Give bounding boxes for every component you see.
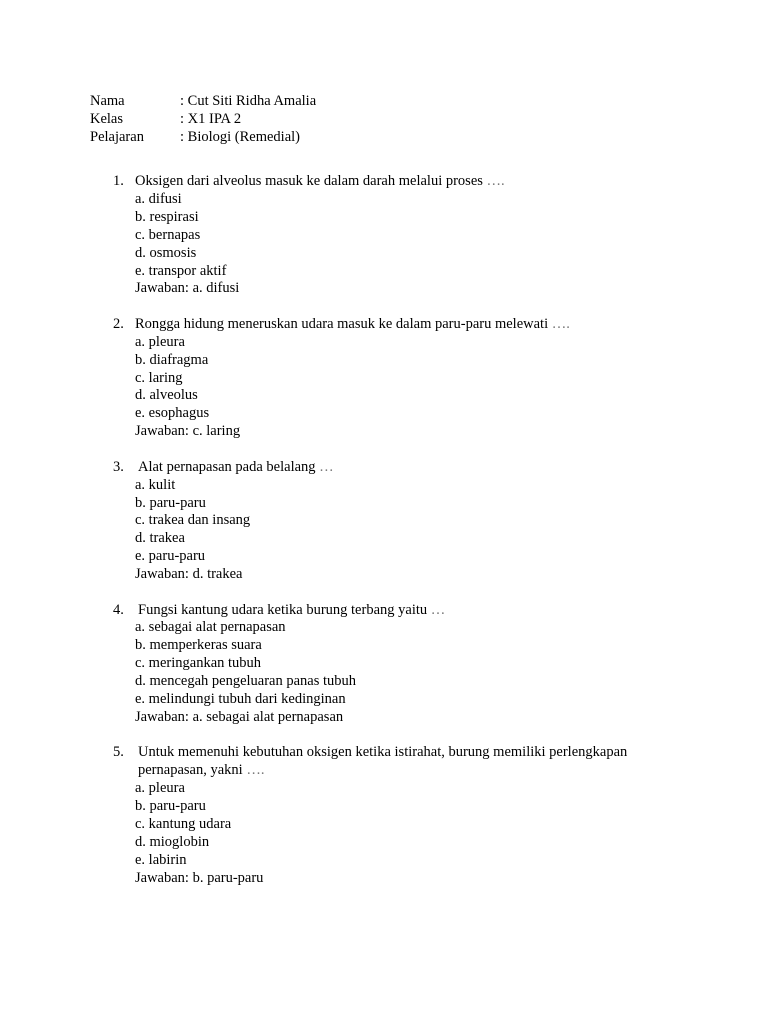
answer-key: Jawaban: b. paru-paru (135, 869, 264, 886)
info-label: Kelas (90, 111, 124, 127)
option-list (113, 334, 673, 441)
question-header (113, 316, 673, 334)
question-item (113, 459, 673, 584)
answer-option: a. sebagai alat pernapasan (135, 619, 286, 636)
question-text-wrap (135, 602, 673, 620)
answer-option: a. pleura (135, 333, 185, 350)
answer-option: d. trakea (135, 530, 185, 547)
question-number: 1. (113, 173, 124, 189)
question-text: Untuk memenuhi kebutuhan oksigen ketika istirahat, burung memiliki perlengkapan pernapasan, yakni (138, 744, 628, 779)
answer-option: c. laring (135, 369, 183, 386)
answer-option: c. trakea dan insang (135, 512, 251, 529)
question-text-wrap (135, 316, 673, 334)
answer-option: b. respirasi (135, 208, 199, 225)
answer-key: Jawaban: a. sebagai alat pernapasan (135, 708, 344, 725)
option-list (113, 780, 673, 887)
question-header (113, 602, 673, 620)
question-item (113, 744, 673, 887)
answer-key: Jawaban: c. laring (135, 423, 241, 440)
question-ellipsis: …. (551, 315, 570, 332)
answer-option: a. pleura (135, 780, 185, 797)
info-label: Pelajaran (90, 129, 144, 145)
info-row-kelas (90, 111, 316, 129)
answer-option: e. paru-paru (135, 548, 206, 565)
question-text: Alat pernapasan pada belalang (138, 458, 316, 475)
answer-key: Jawaban: d. trakea (135, 566, 243, 583)
question-number: 5. (113, 744, 124, 761)
answer-option: b. memperkeras suara (135, 637, 262, 654)
answer-option: d. mencegah pengeluaran panas tubuh (135, 673, 357, 690)
question-text: Fungsi kantung udara ketika burung terbang yaitu (138, 601, 428, 618)
question-text-wrap (135, 744, 673, 780)
answer-option: e. melindungi tubuh dari kedinginan (135, 691, 346, 708)
option-list (113, 191, 673, 298)
info-value: : Biologi (Remedial) (180, 129, 301, 145)
option-list (113, 477, 673, 584)
question-number: 4. (113, 601, 124, 618)
student-info (90, 93, 316, 147)
question-item (113, 316, 673, 441)
question-header (113, 459, 673, 477)
answer-option: a. kulit (135, 476, 176, 493)
question-list (113, 173, 673, 905)
question-ellipsis: … (319, 458, 334, 475)
question-text-wrap (135, 173, 673, 191)
info-label: Nama (90, 93, 125, 109)
info-row-nama (90, 93, 316, 111)
question-header (113, 744, 673, 780)
answer-option: a. difusi (135, 190, 182, 207)
info-value: : Cut Siti Ridha Amalia (180, 93, 317, 109)
question-text: Oksigen dari alveolus masuk ke dalam darah melalui proses (135, 173, 483, 189)
question-ellipsis: …. (246, 762, 265, 779)
question-text: Rongga hidung meneruskan udara masuk ke dalam paru-paru melewati (135, 315, 549, 332)
info-row-pelajaran (90, 129, 316, 147)
question-ellipsis: … (430, 601, 446, 618)
answer-option: c. meringankan tubuh (135, 655, 262, 672)
answer-option: e. labirin (135, 851, 187, 868)
question-number: 3. (113, 458, 124, 475)
question-header (113, 173, 673, 191)
answer-option: d. osmosis (135, 244, 197, 261)
question-text-wrap (135, 459, 673, 477)
question-item (113, 602, 673, 727)
option-list (113, 619, 673, 726)
answer-option: e. esophagus (135, 405, 210, 422)
answer-option: c. bernapas (135, 226, 201, 243)
question-item (113, 173, 673, 298)
answer-option: b. paru-paru (135, 798, 206, 815)
answer-option: e. transpor aktif (135, 262, 227, 279)
answer-option: b. diafragma (135, 351, 209, 368)
answer-key: Jawaban: a. difusi (135, 280, 240, 297)
answer-option: c. kantung udara (135, 816, 232, 832)
answer-option: b. paru-paru (135, 494, 206, 511)
question-number: 2. (113, 315, 124, 332)
info-value: : X1 IPA 2 (180, 111, 242, 127)
answer-option: d. alveolus (135, 387, 198, 404)
question-ellipsis: …. (486, 173, 505, 189)
answer-option: d. mioglobin (135, 833, 210, 850)
